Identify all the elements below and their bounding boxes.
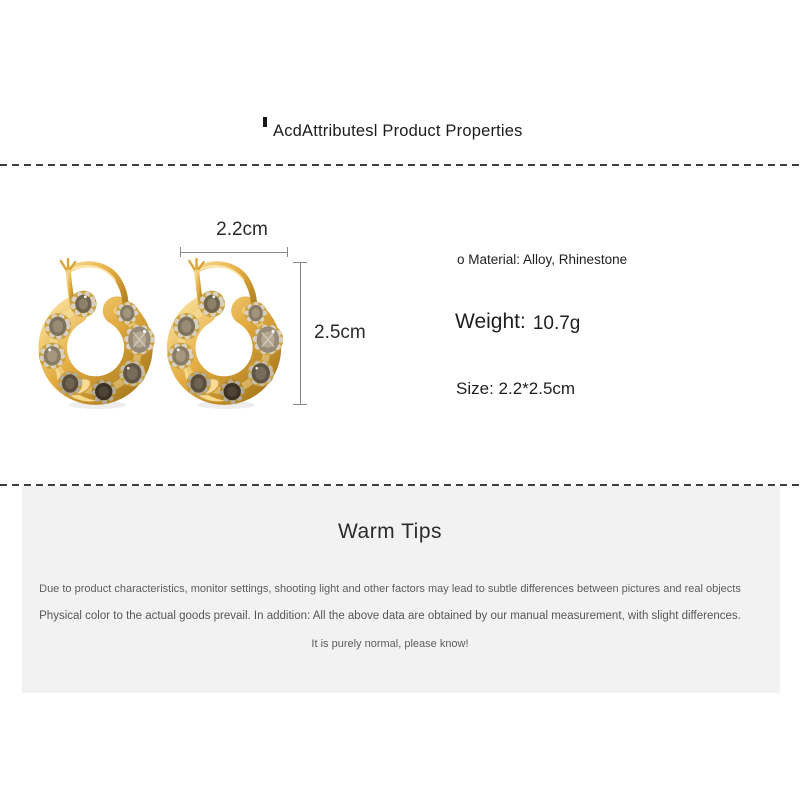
height-dimension-label: 2.5cm [314, 322, 366, 343]
title-tick-mark [263, 117, 267, 127]
warm-tips-heading: Warm Tips [337, 520, 443, 543]
spec-weight-label: Weight: [455, 310, 526, 333]
spec-weight-value: 10.7g [532, 313, 581, 334]
spec-material: o Material: Alloy, Rhinestone [457, 252, 628, 267]
warm-tips-line: Due to product characteristics, monitor settings, shooting light and other factors may lead to subtle differences between pictures and real objects [39, 583, 741, 595]
page-title: AcdAttributesl Product Properties [273, 122, 523, 140]
product-image-earrings [36, 256, 302, 411]
earring-right [167, 259, 283, 409]
warm-tips-line: It is purely normal, please know! [311, 638, 469, 650]
spec-size: Size: 2.2*2.5cm [456, 379, 576, 398]
spec-weight [455, 310, 580, 334]
warm-tips-line: Physical color to the actual goods prevail. In addition: All the above data are obtained by our manual measurement, with slight differences. [39, 610, 741, 622]
width-dimension-label: 2.2cm [216, 219, 268, 240]
warm-tips-panel [22, 486, 780, 693]
divider-dashed-top [0, 164, 800, 166]
earring-left [39, 259, 155, 409]
